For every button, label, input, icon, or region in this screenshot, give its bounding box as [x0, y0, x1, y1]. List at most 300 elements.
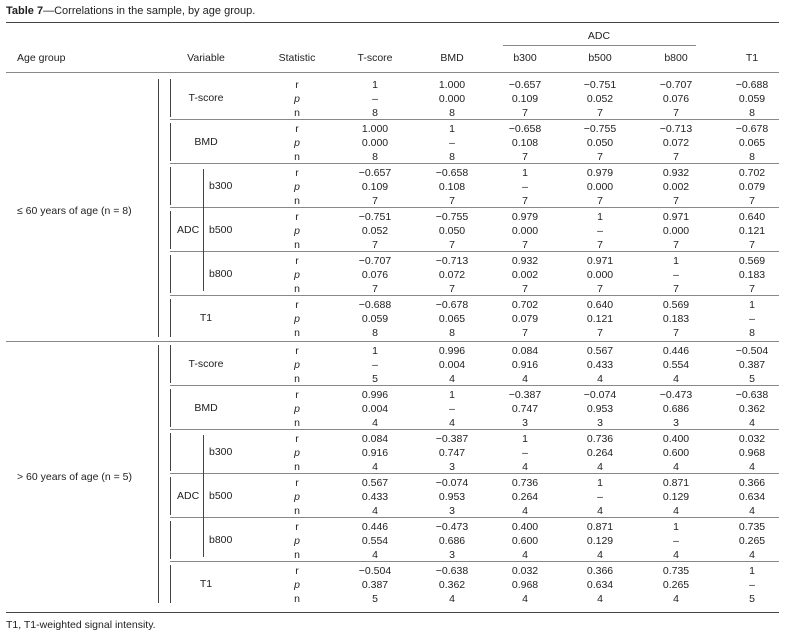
table-cell: −0.688 — [358, 299, 392, 311]
row-separator — [170, 251, 779, 252]
table-caption — [6, 5, 255, 17]
table-cell: 1 — [597, 477, 603, 489]
table-cell: 8 — [372, 327, 378, 339]
table-cell: 0.871 — [662, 477, 690, 489]
table-cell: 0.079 — [738, 181, 766, 193]
table-cell: 4 — [449, 593, 455, 605]
table-cell: 7 — [749, 283, 755, 295]
column-header-b800: b800 — [664, 52, 688, 64]
table-cell: 0.569 — [738, 255, 766, 267]
statistic-label: p — [294, 579, 300, 591]
statistic-label: r — [295, 345, 299, 357]
table-cell: 7 — [449, 283, 455, 295]
column-header-t-score: T-score — [357, 52, 393, 64]
table-cell: 4 — [522, 549, 528, 561]
table-cell: 8 — [749, 151, 755, 163]
table-cell: −0.713 — [435, 255, 469, 267]
table-cell: 0.264 — [586, 447, 614, 459]
table-cell: 0.052 — [361, 225, 389, 237]
statistic-label: p — [294, 93, 300, 105]
row-separator — [170, 517, 779, 518]
table-cell: 0.736 — [586, 433, 614, 445]
row-separator — [170, 561, 779, 562]
table-cell: 1 — [372, 79, 378, 91]
variable-label: b800 — [209, 268, 233, 280]
table-cell: 0.183 — [738, 269, 766, 281]
table-cell: −0.658 — [508, 123, 542, 135]
table-cell: 0.953 — [586, 403, 614, 415]
statistic-label: r — [295, 167, 299, 179]
adc-group-label: ADC — [177, 224, 200, 236]
variable-bracket — [170, 299, 171, 337]
table-cell: −0.713 — [659, 123, 693, 135]
table-cell: 0.265 — [662, 579, 690, 591]
table-cell: 0.000 — [361, 137, 389, 149]
table-cell: −0.707 — [358, 255, 392, 267]
header-age-group: Age group — [17, 52, 66, 64]
table-cell: 7 — [673, 239, 679, 251]
age-group-bracket — [158, 345, 159, 603]
statistic-label: n — [294, 417, 300, 429]
variable-bracket — [170, 255, 171, 293]
row-separator — [170, 295, 779, 296]
statistic-label: n — [294, 327, 300, 339]
table-cell: 0.108 — [438, 181, 466, 193]
table-cell: 0.996 — [361, 389, 389, 401]
statistic-label: n — [294, 239, 300, 251]
table-cell: 0.569 — [662, 299, 690, 311]
table-cell: 0.059 — [738, 93, 766, 105]
variable-label: b300 — [209, 180, 233, 192]
table-cell: 0.747 — [438, 447, 466, 459]
table-cell: 0.971 — [662, 211, 690, 223]
table-cell: 0.004 — [361, 403, 389, 415]
table-cell: 0.032 — [738, 433, 766, 445]
table-cell: 0.736 — [511, 477, 539, 489]
table-cell: 0.052 — [586, 93, 614, 105]
table-cell: 0.004 — [438, 359, 466, 371]
statistic-label: n — [294, 195, 300, 207]
table-cell: 3 — [597, 417, 603, 429]
table-cell: – — [522, 447, 528, 459]
table-cell: 0.446 — [662, 345, 690, 357]
table-cell: 7 — [597, 151, 603, 163]
table-cell: 1 — [749, 299, 755, 311]
table-cell: 0.433 — [586, 359, 614, 371]
table-cell: 7 — [522, 195, 528, 207]
table-cell: 1 — [522, 433, 528, 445]
table-cell: 0.996 — [438, 345, 466, 357]
table-cell: 4 — [372, 505, 378, 517]
table-cell: 0.634 — [586, 579, 614, 591]
header-adc-group: ADC — [587, 30, 611, 42]
table-cell: 0.000 — [662, 225, 690, 237]
statistic-label: r — [295, 477, 299, 489]
table-cell: 0.640 — [586, 299, 614, 311]
table-cell: 0.079 — [511, 313, 539, 325]
statistic-label: r — [295, 521, 299, 533]
variable-label: BMD — [194, 136, 218, 148]
table-cell: 0.446 — [361, 521, 389, 533]
table-cell: 8 — [749, 327, 755, 339]
row-separator — [170, 429, 779, 430]
table-caption-text: —Correlations in the sample, by age group. — [43, 5, 256, 17]
table-cell: 0.554 — [662, 359, 690, 371]
table-cell: 4 — [673, 373, 679, 385]
statistic-label: n — [294, 373, 300, 385]
table-cell: 0.076 — [662, 93, 690, 105]
table-cell: 0.702 — [738, 167, 766, 179]
table-cell: 3 — [449, 549, 455, 561]
table-cell: −0.751 — [583, 79, 617, 91]
table-cell: 7 — [449, 239, 455, 251]
table-cell: 0.000 — [586, 269, 614, 281]
table-cell: 7 — [372, 239, 378, 251]
table-cell: – — [597, 225, 603, 237]
table-cell: 8 — [372, 151, 378, 163]
variable-label: T-score — [188, 358, 224, 370]
table-cell: 5 — [372, 373, 378, 385]
table-cell: −0.504 — [358, 565, 392, 577]
statistic-label: p — [294, 359, 300, 371]
table-cell: 0.387 — [738, 359, 766, 371]
table-cell: 0.000 — [511, 225, 539, 237]
table-cell: 5 — [372, 593, 378, 605]
table-cell: 1 — [522, 167, 528, 179]
table-cell: 7 — [597, 239, 603, 251]
table-cell: 7 — [673, 107, 679, 119]
table-cell: 0.032 — [511, 565, 539, 577]
table-cell: 7 — [372, 283, 378, 295]
table-cell: 0.264 — [511, 491, 539, 503]
statistic-label: r — [295, 299, 299, 311]
variable-bracket — [170, 79, 171, 117]
adc-group-label: ADC — [177, 490, 200, 502]
table-cell: 0.686 — [662, 403, 690, 415]
table-cell: 1 — [673, 521, 679, 533]
table-cell: 1 — [449, 123, 455, 135]
table-cell: 7 — [673, 151, 679, 163]
table-cell: 4 — [673, 461, 679, 473]
table-cell: 0.634 — [738, 491, 766, 503]
statistic-label: p — [294, 137, 300, 149]
statistic-label: r — [295, 433, 299, 445]
statistic-label: r — [295, 255, 299, 267]
header-statistic: Statistic — [278, 52, 316, 64]
table-cell: 0.121 — [586, 313, 614, 325]
table-cell: −0.387 — [508, 389, 542, 401]
table-cell: 0.747 — [511, 403, 539, 415]
table-cell: 0.366 — [586, 565, 614, 577]
table-cell: 1 — [449, 389, 455, 401]
table-cell: 0.554 — [361, 535, 389, 547]
table-cell: 4 — [372, 417, 378, 429]
table-cell: 4 — [673, 505, 679, 517]
table-cell: 0.065 — [738, 137, 766, 149]
table-cell: – — [449, 137, 455, 149]
table-cell: – — [597, 491, 603, 503]
adc-spanner-rule — [503, 45, 696, 46]
variable-bracket — [170, 389, 171, 427]
variable-label: T1 — [199, 312, 213, 324]
table-cell: −0.658 — [435, 167, 469, 179]
table-cell: 0.059 — [361, 313, 389, 325]
column-header-b500: b500 — [588, 52, 612, 64]
table-cell: 4 — [673, 593, 679, 605]
table-cell: 0.600 — [662, 447, 690, 459]
statistic-label: n — [294, 593, 300, 605]
statistic-label: n — [294, 283, 300, 295]
adc-bracket — [203, 169, 204, 291]
table-cell: 0.121 — [738, 225, 766, 237]
top-rule — [6, 22, 779, 23]
table-cell: 0.735 — [738, 521, 766, 533]
variable-bracket — [170, 521, 171, 559]
table-cell: 3 — [449, 461, 455, 473]
table-cell: −0.074 — [435, 477, 469, 489]
table-cell: 7 — [522, 239, 528, 251]
table-caption-label: Table 7 — [6, 5, 44, 17]
variable-bracket — [170, 345, 171, 383]
table-cell: −0.638 — [735, 389, 769, 401]
table-cell: 1 — [749, 565, 755, 577]
table-cell: 7 — [749, 239, 755, 251]
table-cell: 0.002 — [662, 181, 690, 193]
table-cell: 0.084 — [361, 433, 389, 445]
statistic-label: r — [295, 565, 299, 577]
table-cell: 1 — [673, 255, 679, 267]
table-cell: 0.366 — [738, 477, 766, 489]
age-group-bracket — [158, 79, 159, 337]
variable-label: b500 — [209, 224, 233, 236]
table-cell: 8 — [449, 151, 455, 163]
table-cell: 8 — [449, 327, 455, 339]
statistic-label: p — [294, 225, 300, 237]
statistic-label: r — [295, 389, 299, 401]
table-cell: 0.916 — [361, 447, 389, 459]
table-cell: −0.657 — [508, 79, 542, 91]
variable-label: b500 — [209, 490, 233, 502]
table-cell: 7 — [749, 195, 755, 207]
table-cell: 7 — [597, 283, 603, 295]
table-cell: 7 — [522, 151, 528, 163]
table-cell: 3 — [449, 505, 455, 517]
table-cell: 5 — [749, 593, 755, 605]
table-cell: 7 — [673, 195, 679, 207]
variable-bracket — [170, 565, 171, 603]
table-cell: 7 — [522, 327, 528, 339]
table-cell: – — [522, 181, 528, 193]
age-group-label: > 60 years of age (n = 5) — [17, 471, 132, 483]
table-cell: 0.735 — [662, 565, 690, 577]
table-cell: 7 — [673, 283, 679, 295]
statistic-label: p — [294, 403, 300, 415]
footnote: T1, T1-weighted signal intensity. — [6, 619, 156, 631]
bottom-rule — [6, 612, 779, 613]
table-cell: – — [749, 579, 755, 591]
row-separator — [170, 385, 779, 386]
table-cell: 4 — [749, 417, 755, 429]
table-cell: 7 — [449, 195, 455, 207]
table-cell: 0.000 — [586, 181, 614, 193]
variable-bracket — [170, 477, 171, 515]
table-cell: −0.755 — [435, 211, 469, 223]
table-cell: 0.362 — [438, 579, 466, 591]
table-cell: 4 — [749, 461, 755, 473]
statistic-label: r — [295, 123, 299, 135]
statistic-label: p — [294, 447, 300, 459]
table-cell: 4 — [597, 549, 603, 561]
table-cell: 7 — [673, 327, 679, 339]
table-cell: 0.686 — [438, 535, 466, 547]
age-group-label: ≤ 60 years of age (n = 8) — [17, 205, 132, 217]
table-cell: 0.400 — [511, 521, 539, 533]
row-separator — [170, 473, 779, 474]
table-cell: 0.129 — [662, 491, 690, 503]
table-cell: – — [372, 359, 378, 371]
table-cell: 8 — [449, 107, 455, 119]
column-header-t1: T1 — [745, 52, 759, 64]
table-cell: 0.129 — [586, 535, 614, 547]
table-cell: 1.000 — [361, 123, 389, 135]
column-header-bmd: BMD — [440, 52, 464, 64]
table-cell: 0.362 — [738, 403, 766, 415]
table-cell: 7 — [522, 107, 528, 119]
table-cell: 4 — [522, 373, 528, 385]
table-cell: 0.953 — [438, 491, 466, 503]
variable-bracket — [170, 123, 171, 161]
table-cell: 0.600 — [511, 535, 539, 547]
table-cell: −0.657 — [358, 167, 392, 179]
table-cell: 4 — [749, 505, 755, 517]
table-cell: 4 — [522, 505, 528, 517]
table-cell: 0.979 — [586, 167, 614, 179]
table-cell: −0.387 — [435, 433, 469, 445]
table-cell: 4 — [597, 593, 603, 605]
row-separator — [170, 163, 779, 164]
variable-label: T-score — [188, 92, 224, 104]
table-cell: −0.074 — [583, 389, 617, 401]
table-cell: 0.433 — [361, 491, 389, 503]
table-cell: – — [372, 93, 378, 105]
table-cell: 0.000 — [438, 93, 466, 105]
table-cell: 5 — [749, 373, 755, 385]
table-cell: 0.968 — [738, 447, 766, 459]
table-cell: 0.072 — [662, 137, 690, 149]
table-cell: 0.109 — [361, 181, 389, 193]
table-cell: 0.916 — [511, 359, 539, 371]
table-cell: 7 — [597, 195, 603, 207]
table-cell: 7 — [597, 327, 603, 339]
table-cell: −0.473 — [659, 389, 693, 401]
table-cell: 1 — [597, 211, 603, 223]
statistic-label: n — [294, 151, 300, 163]
table-cell: 3 — [522, 417, 528, 429]
table-cell: 0.065 — [438, 313, 466, 325]
table-cell: −0.751 — [358, 211, 392, 223]
variable-label: b300 — [209, 446, 233, 458]
table-cell: 0.932 — [511, 255, 539, 267]
statistic-label: r — [295, 79, 299, 91]
table-cell: 0.050 — [586, 137, 614, 149]
table-cell: – — [749, 313, 755, 325]
variable-label: BMD — [194, 402, 218, 414]
table-cell: −0.678 — [435, 299, 469, 311]
table-cell: 8 — [372, 107, 378, 119]
variable-bracket — [170, 167, 171, 205]
table-cell: 0.871 — [586, 521, 614, 533]
statistic-label: p — [294, 535, 300, 547]
table-cell: −0.678 — [735, 123, 769, 135]
table-cell: 4 — [597, 461, 603, 473]
table-cell: −0.707 — [659, 79, 693, 91]
table-cell: 0.084 — [511, 345, 539, 357]
table-cell: 7 — [372, 195, 378, 207]
statistic-label: n — [294, 461, 300, 473]
header-variable: Variable — [187, 52, 225, 64]
adc-bracket — [203, 435, 204, 557]
table-cell: 8 — [749, 107, 755, 119]
table-cell: 7 — [597, 107, 603, 119]
table-cell: −0.473 — [435, 521, 469, 533]
table-cell: 0.183 — [662, 313, 690, 325]
table-cell: 0.979 — [511, 211, 539, 223]
table-cell: 0.971 — [586, 255, 614, 267]
table-cell: −0.638 — [435, 565, 469, 577]
statistic-label: n — [294, 505, 300, 517]
statistic-label: r — [295, 211, 299, 223]
table-cell: 4 — [372, 461, 378, 473]
table-cell: −0.688 — [735, 79, 769, 91]
variable-label: T1 — [199, 578, 213, 590]
table-cell: 0.400 — [662, 433, 690, 445]
table-cell: 0.567 — [586, 345, 614, 357]
table-cell: 0.567 — [361, 477, 389, 489]
table-cell: 4 — [749, 549, 755, 561]
statistic-label: p — [294, 181, 300, 193]
table-cell: −0.755 — [583, 123, 617, 135]
statistic-label: p — [294, 269, 300, 281]
statistic-label: p — [294, 491, 300, 503]
row-separator — [170, 207, 779, 208]
table-cell: 4 — [449, 373, 455, 385]
table-cell: 4 — [522, 461, 528, 473]
table-cell: 4 — [597, 373, 603, 385]
variable-bracket — [170, 211, 171, 249]
table-cell: 7 — [522, 283, 528, 295]
statistic-label: p — [294, 313, 300, 325]
table-cell: 0.702 — [511, 299, 539, 311]
group-separator — [6, 341, 779, 342]
header-rule — [6, 72, 779, 73]
column-header-b300: b300 — [513, 52, 537, 64]
table-cell: 0.002 — [511, 269, 539, 281]
table-cell: 0.387 — [361, 579, 389, 591]
table-cell: 1.000 — [438, 79, 466, 91]
table-cell: 0.072 — [438, 269, 466, 281]
table-cell: 0.640 — [738, 211, 766, 223]
row-separator — [170, 119, 779, 120]
statistic-label: n — [294, 549, 300, 561]
table-cell: – — [673, 535, 679, 547]
table-cell: 0.968 — [511, 579, 539, 591]
table-cell: 4 — [372, 549, 378, 561]
table-cell: 3 — [673, 417, 679, 429]
table-cell: – — [673, 269, 679, 281]
table-cell: 0.109 — [511, 93, 539, 105]
table-cell: −0.504 — [735, 345, 769, 357]
table-cell: 0.265 — [738, 535, 766, 547]
